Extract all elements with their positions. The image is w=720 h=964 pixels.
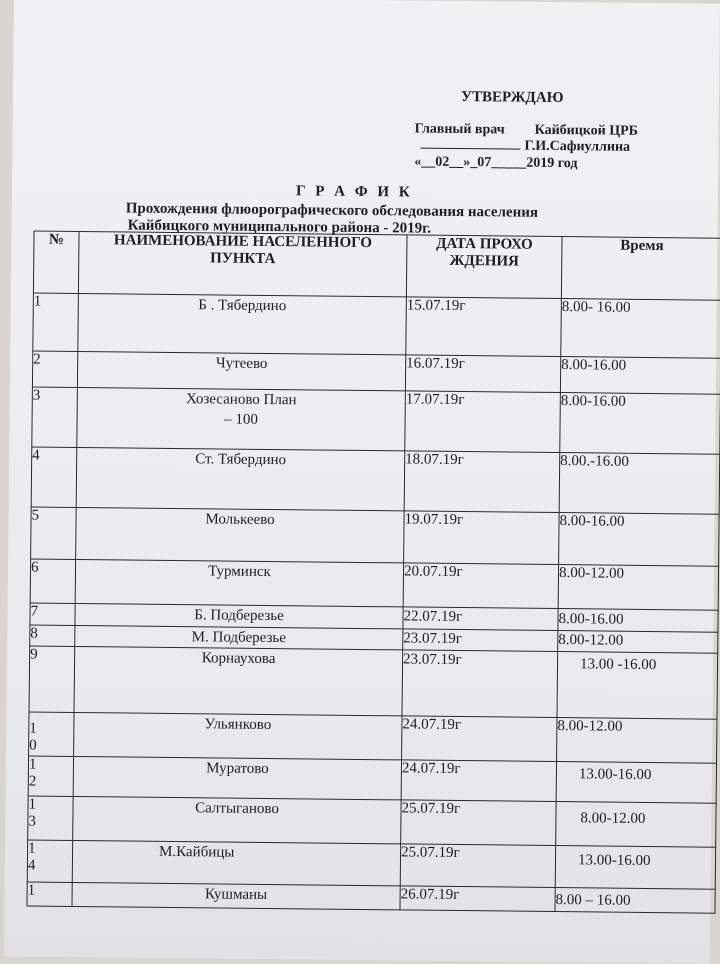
row-name: Салтыганово [73, 796, 401, 843]
row-num-text: 10 [29, 720, 37, 754]
row-name: Б . Тябердино [78, 293, 407, 354]
row-date: 16.07.19г [405, 355, 560, 393]
row-name: Ульянково [74, 712, 402, 759]
row-num [28, 796, 73, 840]
row-num: 3 [32, 387, 78, 447]
table-row [29, 712, 717, 763]
row-time: 8.00-16.00 [560, 393, 720, 455]
row-time: 8.00-12.00 [558, 565, 718, 611]
header-num: № [33, 231, 79, 293]
row-date: 20.07.19г [403, 563, 558, 609]
row-num: 5 [31, 507, 77, 559]
row-date: 24.07.19г [402, 716, 557, 762]
approval-date: «__02__»_07_____2019 год [414, 154, 578, 172]
row-date: 15.07.19г [406, 297, 562, 357]
row-date: 24.07.19г [401, 760, 556, 802]
document-title: Г Р А Ф И К [295, 183, 413, 201]
header-date: ДАТА ПРОХО ЖДЕНИЯ [406, 235, 562, 299]
table-row [27, 840, 715, 889]
approval-role: Главный врач [414, 121, 505, 138]
row-num [28, 756, 73, 796]
table-row [31, 507, 720, 566]
row-name: Корнаухова [74, 646, 403, 715]
row-date: 23.07.19г [403, 629, 558, 652]
approval-signatory: Г.И.Сафиуллина [524, 138, 631, 155]
row-time: 8.00-12.00 [556, 802, 716, 848]
row-date: 25.07.19г [400, 844, 555, 888]
row-num: 9 [29, 646, 75, 712]
row-date: 25.07.19г [401, 800, 556, 846]
row-name: Кушманы [72, 882, 400, 909]
approval-organization: Кайбицкой ЦРБ [534, 122, 639, 139]
row-name: Молькеево [76, 507, 405, 562]
row-num [27, 840, 72, 882]
row-num: 1 [27, 882, 72, 906]
approval-heading: УТВЕРЖДАЮ [460, 88, 564, 107]
row-num: 7 [30, 603, 75, 625]
row-date: 18.07.19г [404, 451, 560, 513]
table-row [31, 447, 720, 514]
header-time: Время [561, 237, 720, 301]
approval-signature-line [420, 138, 630, 156]
row-time: 13.00-16.00 [555, 846, 715, 890]
row-time: 8.00 – 16.00 [555, 888, 715, 914]
row-time: 8.00-16.00 [560, 357, 720, 395]
table-row [33, 293, 720, 358]
row-num: 1 [33, 293, 79, 351]
table-row [30, 559, 718, 610]
row-num [29, 712, 74, 756]
row-num: 6 [30, 559, 75, 603]
document-page [4, 0, 720, 964]
header-name: НАИМЕНОВАНИЕ НАСЕЛЕННОГО ПУНКТА [78, 231, 407, 296]
row-date: 23.07.19г [402, 650, 558, 718]
row-num-text: 14 [27, 840, 36, 874]
row-name: М.Кайбицы [72, 840, 400, 885]
row-name-text: Хозесаново План – 100 [185, 391, 297, 428]
table-row [28, 796, 716, 847]
row-num-text: 12 [28, 756, 37, 790]
table-row [29, 646, 718, 719]
row-name: Турминск [75, 559, 403, 606]
schedule-table [26, 231, 720, 914]
document-subtitle-line2: Кайбицкого муниципального района - 2019г. [127, 217, 432, 237]
row-time: 8.00-16.00 [558, 609, 718, 633]
row-time: 8.00-16.00 [559, 513, 720, 567]
row-name: Б. Подберезье [75, 603, 403, 628]
row-date: 26.07.19г [400, 886, 555, 912]
row-num: 2 [32, 351, 77, 387]
row-name: Ст. Тябердино [76, 447, 405, 510]
row-time: 13.00 -16.00 [557, 652, 718, 720]
row-date: 17.07.19г [405, 391, 561, 453]
row-name: Чутеево [77, 351, 405, 390]
row-num-text: 13 [28, 796, 37, 830]
table-header-row [33, 231, 720, 300]
signature-blank [420, 148, 520, 150]
row-name: М. Подберезье [75, 625, 403, 649]
row-num: 8 [30, 625, 75, 646]
row-time: 8.00- 16.00 [561, 299, 720, 359]
document-subtitle-line1: Прохождения флюорографического обследования населения [125, 200, 539, 221]
row-time: 8.00-12.00 [557, 718, 717, 764]
row-date: 19.07.19г [404, 511, 560, 565]
row-num: 4 [31, 447, 77, 507]
row-time: 8.00.-16.00 [559, 453, 720, 515]
row-name [77, 387, 406, 450]
row-time: 8.00-12.00 [558, 631, 718, 654]
table-row [32, 387, 720, 454]
row-name: Муратово [73, 756, 401, 799]
row-time: 13.00-16.00 [556, 762, 716, 804]
row-date: 22.07.19г [403, 607, 558, 631]
